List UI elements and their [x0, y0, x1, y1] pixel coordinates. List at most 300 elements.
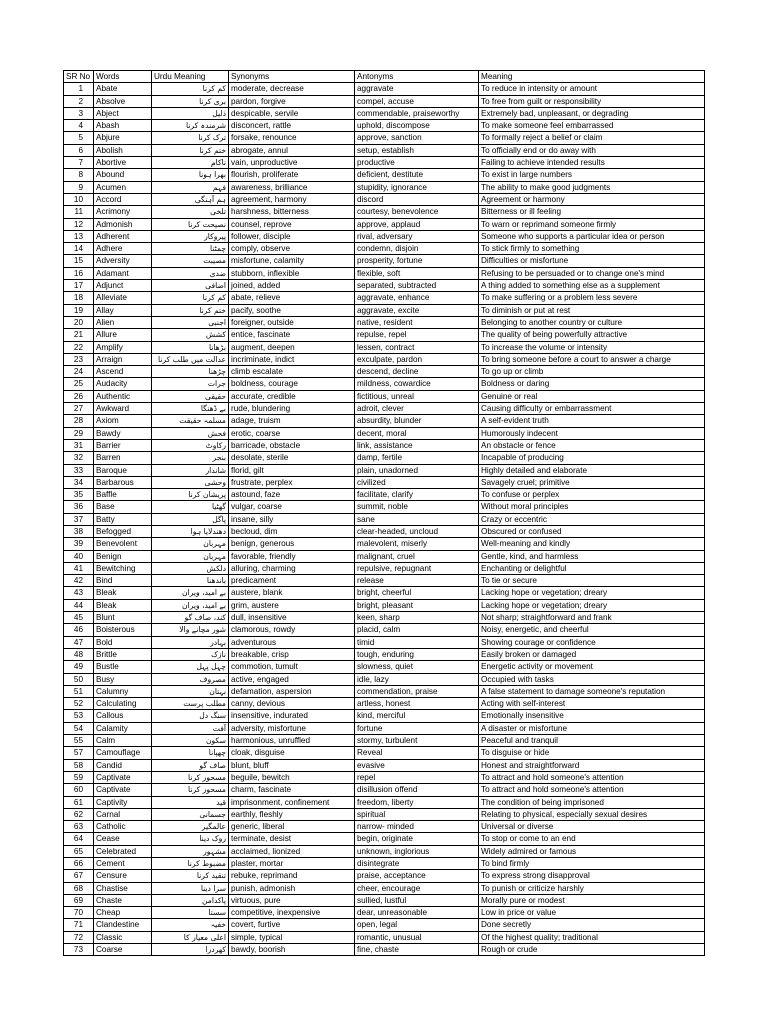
word-cell: Barren: [94, 452, 152, 464]
synonyms-cell: favorable, friendly: [229, 550, 355, 562]
urdu-meaning-cell: پاگل: [152, 513, 229, 525]
word-cell: Allure: [94, 329, 152, 341]
antonyms-cell: setup, establish: [355, 144, 479, 156]
sr-no-cell: 14: [64, 243, 94, 255]
meaning-cell: To attract and hold someone's attention: [479, 784, 705, 796]
sr-no-cell: 65: [64, 845, 94, 857]
meaning-cell: Showing courage or confidence: [479, 636, 705, 648]
sr-no-cell: 58: [64, 759, 94, 771]
urdu-meaning-cell: کھردرا: [152, 944, 229, 956]
word-cell: Acrimony: [94, 206, 152, 218]
urdu-meaning-cell: آفت: [152, 722, 229, 734]
sr-no-cell: 52: [64, 698, 94, 710]
antonyms-cell: placid, calm: [355, 624, 479, 636]
sr-no-cell: 24: [64, 366, 94, 378]
table-row: [64, 919, 705, 931]
synonyms-cell: active, engaged: [229, 673, 355, 685]
antonyms-cell: freedom, liberty: [355, 796, 479, 808]
word-cell: Calumny: [94, 685, 152, 697]
synonyms-cell: alluring, charming: [229, 562, 355, 574]
table-row: [64, 403, 705, 415]
urdu-meaning-cell: مطلب پرست: [152, 698, 229, 710]
sr-no-cell: 42: [64, 575, 94, 587]
sr-no-cell: 29: [64, 427, 94, 439]
synonyms-cell: abrogate, annul: [229, 144, 355, 156]
word-cell: Benevolent: [94, 538, 152, 550]
urdu-meaning-cell: نصیحت کرنا: [152, 218, 229, 230]
urdu-meaning-cell: حقیقی: [152, 390, 229, 402]
urdu-meaning-cell: فحش: [152, 427, 229, 439]
urdu-meaning-cell: تنقید کرنا: [152, 870, 229, 882]
table-row: [64, 353, 705, 365]
word-cell: Adhere: [94, 243, 152, 255]
urdu-meaning-cell: سزا دینا: [152, 882, 229, 894]
meaning-cell: Extremely bad, unpleasant, or degrading: [479, 107, 705, 119]
sr-no-cell: 7: [64, 157, 94, 169]
synonyms-cell: incriminate, indict: [229, 353, 355, 365]
urdu-meaning-cell: مصیبت: [152, 255, 229, 267]
sr-no-cell: 4: [64, 120, 94, 132]
synonyms-cell: disconcert, rattle: [229, 120, 355, 132]
meaning-cell: Difficulties or misfortune: [479, 255, 705, 267]
antonyms-cell: separated, subtracted: [355, 280, 479, 292]
antonyms-cell: bright, cheerful: [355, 587, 479, 599]
synonyms-cell: canny, devious: [229, 698, 355, 710]
meaning-cell: Widely admired or famous: [479, 845, 705, 857]
antonyms-cell: aggravate, enhance: [355, 292, 479, 304]
meaning-cell: An obstacle or fence: [479, 439, 705, 451]
word-cell: Admonish: [94, 218, 152, 230]
urdu-meaning-cell: کم کرنا: [152, 83, 229, 95]
table-row: [64, 107, 705, 119]
urdu-meaning-cell: بہتان: [152, 685, 229, 697]
antonyms-cell: stormy, turbulent: [355, 735, 479, 747]
synonyms-cell: breakable, crisp: [229, 648, 355, 660]
word-cell: Base: [94, 501, 152, 513]
antonyms-cell: artless, honest: [355, 698, 479, 710]
sr-no-cell: 48: [64, 648, 94, 660]
sr-no-cell: 44: [64, 599, 94, 611]
urdu-meaning-cell: مہربان: [152, 550, 229, 562]
synonyms-cell: cloak, disguise: [229, 747, 355, 759]
antonyms-cell: release: [355, 575, 479, 587]
table-row: [64, 858, 705, 870]
synonyms-cell: follower, disciple: [229, 230, 355, 242]
table-row: [64, 538, 705, 550]
urdu-meaning-cell: چہل پہل: [152, 661, 229, 673]
urdu-meaning-cell: چھپانا: [152, 747, 229, 759]
meaning-cell: To stop or come to an end: [479, 833, 705, 845]
meaning-cell: Relating to physical, especially sexual desires: [479, 808, 705, 820]
table-row: [64, 304, 705, 316]
sr-no-cell: 16: [64, 267, 94, 279]
table-row: [64, 415, 705, 427]
sr-no-cell: 71: [64, 919, 94, 931]
antonyms-cell: facilitate, clarify: [355, 489, 479, 501]
sr-no-cell: 54: [64, 722, 94, 734]
urdu-meaning-cell: شور مچانے والا: [152, 624, 229, 636]
synonyms-cell: beguile, bewitch: [229, 771, 355, 783]
urdu-meaning-cell: اضافی: [152, 280, 229, 292]
header-row: [64, 71, 705, 83]
meaning-cell: Obscured or confused: [479, 525, 705, 537]
meaning-cell: Highly detailed and elaborate: [479, 464, 705, 476]
antonyms-cell: fortune: [355, 722, 479, 734]
synonyms-cell: virtuous, pure: [229, 894, 355, 906]
meaning-cell: Bitterness or ill feeling: [479, 206, 705, 218]
antonyms-cell: romantic, unusual: [355, 931, 479, 943]
sr-no-cell: 47: [64, 636, 94, 648]
antonyms-cell: bright, pleasant: [355, 599, 479, 611]
urdu-meaning-cell: شاندار: [152, 464, 229, 476]
antonyms-cell: idle, lazy: [355, 673, 479, 685]
table-row: [64, 612, 705, 624]
meaning-cell: To make suffering or a problem less severe: [479, 292, 705, 304]
word-cell: Abate: [94, 83, 152, 95]
synonyms-cell: commotion, tumult: [229, 661, 355, 673]
synonyms-cell: adversity, misfortune: [229, 722, 355, 734]
urdu-meaning-cell: چمٹنا: [152, 243, 229, 255]
urdu-meaning-cell: سستا: [152, 907, 229, 919]
synonyms-cell: flourish, proliferate: [229, 169, 355, 181]
sr-no-cell: 36: [64, 501, 94, 513]
table-row: [64, 870, 705, 882]
sr-no-cell: 53: [64, 710, 94, 722]
synonyms-cell: generic, liberal: [229, 821, 355, 833]
table-row: [64, 833, 705, 845]
urdu-meaning-cell: گھٹیا: [152, 501, 229, 513]
synonyms-cell: bawdy, boorish: [229, 944, 355, 956]
synonyms-cell: imprisonment, confinement: [229, 796, 355, 808]
antonyms-cell: flexible, soft: [355, 267, 479, 279]
antonyms-cell: dear, unreasonable: [355, 907, 479, 919]
header-antonyms: Antonyms: [355, 71, 479, 83]
meaning-cell: Done secretly: [479, 919, 705, 931]
table-row: [64, 944, 705, 956]
synonyms-cell: rebuke, reprimand: [229, 870, 355, 882]
sr-no-cell: 64: [64, 833, 94, 845]
urdu-meaning-cell: ختم کرنا: [152, 144, 229, 156]
synonyms-cell: simple, typical: [229, 931, 355, 943]
antonyms-cell: tough, enduring: [355, 648, 479, 660]
sr-no-cell: 72: [64, 931, 94, 943]
table-row: [64, 501, 705, 513]
meaning-cell: The condition of being imprisoned: [479, 796, 705, 808]
word-cell: Alien: [94, 316, 152, 328]
word-cell: Befogged: [94, 525, 152, 537]
urdu-meaning-cell: دھندلایا ہوا: [152, 525, 229, 537]
table-row: [64, 525, 705, 537]
table-row: [64, 366, 705, 378]
table-row: [64, 673, 705, 685]
word-cell: Censure: [94, 870, 152, 882]
synonyms-cell: augment, deepen: [229, 341, 355, 353]
meaning-cell: Emotionally insensitive: [479, 710, 705, 722]
meaning-cell: Enchanting or delightful: [479, 562, 705, 574]
table-row: [64, 243, 705, 255]
antonyms-cell: commendable, praiseworthy: [355, 107, 479, 119]
urdu-meaning-cell: عدالت میں طلب کرنا: [152, 353, 229, 365]
urdu-meaning-cell: قید: [152, 796, 229, 808]
word-cell: Alleviate: [94, 292, 152, 304]
urdu-meaning-cell: وحشی: [152, 476, 229, 488]
table-row: [64, 882, 705, 894]
antonyms-cell: native, resident: [355, 316, 479, 328]
sr-no-cell: 3: [64, 107, 94, 119]
synonyms-cell: entice, fascinate: [229, 329, 355, 341]
table-row: [64, 193, 705, 205]
word-cell: Adversity: [94, 255, 152, 267]
sr-no-cell: 27: [64, 403, 94, 415]
word-cell: Cement: [94, 858, 152, 870]
urdu-meaning-cell: مضبوط کرنا: [152, 858, 229, 870]
meaning-cell: Agreement or harmony: [479, 193, 705, 205]
table-row: [64, 267, 705, 279]
meaning-cell: Without moral principles: [479, 501, 705, 513]
word-cell: Bleak: [94, 587, 152, 599]
meaning-cell: Easily broken or damaged: [479, 648, 705, 660]
sr-no-cell: 20: [64, 316, 94, 328]
synonyms-cell: insane, silly: [229, 513, 355, 525]
word-cell: Captivate: [94, 784, 152, 796]
word-cell: Abound: [94, 169, 152, 181]
urdu-meaning-cell: سنگ دل: [152, 710, 229, 722]
sr-no-cell: 49: [64, 661, 94, 673]
synonyms-cell: barricade, obstacle: [229, 439, 355, 451]
sr-no-cell: 69: [64, 894, 94, 906]
table-row: [64, 255, 705, 267]
table-row: [64, 464, 705, 476]
synonyms-cell: foreigner, outside: [229, 316, 355, 328]
antonyms-cell: clear-headed, uncloud: [355, 525, 479, 537]
table-row: [64, 144, 705, 156]
antonyms-cell: productive: [355, 157, 479, 169]
meaning-cell: Someone who supports a particular idea or person: [479, 230, 705, 242]
word-cell: Bleak: [94, 599, 152, 611]
table-row: [64, 821, 705, 833]
sr-no-cell: 8: [64, 169, 94, 181]
urdu-meaning-cell: تلخی: [152, 206, 229, 218]
word-cell: Calculating: [94, 698, 152, 710]
urdu-meaning-cell: باندھنا: [152, 575, 229, 587]
sr-no-cell: 50: [64, 673, 94, 685]
urdu-meaning-cell: پیروکار: [152, 230, 229, 242]
table-row: [64, 316, 705, 328]
word-cell: Classic: [94, 931, 152, 943]
table-row: [64, 513, 705, 525]
word-cell: Accord: [94, 193, 152, 205]
sr-no-cell: 61: [64, 796, 94, 808]
urdu-meaning-cell: کم کرنا: [152, 292, 229, 304]
meaning-cell: To free from guilt or responsibility: [479, 95, 705, 107]
table-row: [64, 685, 705, 697]
sr-no-cell: 59: [64, 771, 94, 783]
synonyms-cell: acclaimed, lionized: [229, 845, 355, 857]
meaning-cell: Occupied with tasks: [479, 673, 705, 685]
sr-no-cell: 19: [64, 304, 94, 316]
synonyms-cell: forsake, renounce: [229, 132, 355, 144]
synonyms-cell: florid, gilt: [229, 464, 355, 476]
header-words: Words: [94, 71, 152, 83]
antonyms-cell: summit, noble: [355, 501, 479, 513]
table-row: [64, 808, 705, 820]
vocabulary-table: [63, 70, 705, 956]
urdu-meaning-cell: جسمانی: [152, 808, 229, 820]
word-cell: Captivate: [94, 771, 152, 783]
sr-no-cell: 57: [64, 747, 94, 759]
urdu-meaning-cell: اجنبی: [152, 316, 229, 328]
synonyms-cell: pacify, soothe: [229, 304, 355, 316]
table-row: [64, 710, 705, 722]
sr-no-cell: 1: [64, 83, 94, 95]
table-row: [64, 698, 705, 710]
word-cell: Carnal: [94, 808, 152, 820]
urdu-meaning-cell: ضدی: [152, 267, 229, 279]
urdu-meaning-cell: ختم کرنا: [152, 304, 229, 316]
meaning-cell: Savagely cruel; primitive: [479, 476, 705, 488]
word-cell: Clandestine: [94, 919, 152, 931]
synonyms-cell: boldness, courage: [229, 378, 355, 390]
table-row: [64, 280, 705, 292]
meaning-cell: To attract and hold someone's attention: [479, 771, 705, 783]
word-cell: Adherent: [94, 230, 152, 242]
sr-no-cell: 11: [64, 206, 94, 218]
sr-no-cell: 31: [64, 439, 94, 451]
meaning-cell: To exist in large numbers: [479, 169, 705, 181]
word-cell: Abortive: [94, 157, 152, 169]
sr-no-cell: 70: [64, 907, 94, 919]
sr-no-cell: 10: [64, 193, 94, 205]
meaning-cell: To diminish or put at rest: [479, 304, 705, 316]
urdu-meaning-cell: ناکام: [152, 157, 229, 169]
antonyms-cell: decent, moral: [355, 427, 479, 439]
antonyms-cell: approve, applaud: [355, 218, 479, 230]
table-body: [64, 83, 705, 956]
word-cell: Ascend: [94, 366, 152, 378]
sr-no-cell: 33: [64, 464, 94, 476]
table-row: [64, 759, 705, 771]
antonyms-cell: descend, decline: [355, 366, 479, 378]
sr-no-cell: 34: [64, 476, 94, 488]
table-row: [64, 83, 705, 95]
meaning-cell: The quality of being powerfully attractive: [479, 329, 705, 341]
table-row: [64, 132, 705, 144]
synonyms-cell: earthly, fleshly: [229, 808, 355, 820]
table-row: [64, 206, 705, 218]
urdu-meaning-cell: بری کرنا: [152, 95, 229, 107]
meaning-cell: Universal or diverse: [479, 821, 705, 833]
synonyms-cell: austere, blank: [229, 587, 355, 599]
synonyms-cell: punish, admonish: [229, 882, 355, 894]
word-cell: Abolish: [94, 144, 152, 156]
sr-no-cell: 25: [64, 378, 94, 390]
meaning-cell: To increase the volume or intensity: [479, 341, 705, 353]
antonyms-cell: commendation, praise: [355, 685, 479, 697]
word-cell: Busy: [94, 673, 152, 685]
header-synonyms: Synonyms: [229, 71, 355, 83]
meaning-cell: Boldness or daring: [479, 378, 705, 390]
synonyms-cell: predicament: [229, 575, 355, 587]
synonyms-cell: despicable, servile: [229, 107, 355, 119]
antonyms-cell: open, legal: [355, 919, 479, 931]
meaning-cell: To express strong disapproval: [479, 870, 705, 882]
sr-no-cell: 12: [64, 218, 94, 230]
antonyms-cell: slowness, quiet: [355, 661, 479, 673]
urdu-meaning-cell: کشش: [152, 329, 229, 341]
antonyms-cell: rival, adversary: [355, 230, 479, 242]
sr-no-cell: 41: [64, 562, 94, 574]
urdu-meaning-cell: شرمندہ کرنا: [152, 120, 229, 132]
meaning-cell: To confuse or perplex: [479, 489, 705, 501]
sr-no-cell: 22: [64, 341, 94, 353]
antonyms-cell: sullied, lustful: [355, 894, 479, 906]
sr-no-cell: 40: [64, 550, 94, 562]
word-cell: Chaste: [94, 894, 152, 906]
urdu-meaning-cell: چڑھنا: [152, 366, 229, 378]
word-cell: Bind: [94, 575, 152, 587]
synonyms-cell: benign, generous: [229, 538, 355, 550]
antonyms-cell: stupidity, ignorance: [355, 181, 479, 193]
sr-no-cell: 62: [64, 808, 94, 820]
meaning-cell: Failing to achieve intended results: [479, 157, 705, 169]
synonyms-cell: vain, unproductive: [229, 157, 355, 169]
word-cell: Coarse: [94, 944, 152, 956]
meaning-cell: To stick firmly to something: [479, 243, 705, 255]
word-cell: Bustle: [94, 661, 152, 673]
meaning-cell: A disaster or misfortune: [479, 722, 705, 734]
table-row: [64, 230, 705, 242]
antonyms-cell: kind, merciful: [355, 710, 479, 722]
urdu-meaning-cell: جرات: [152, 378, 229, 390]
synonyms-cell: frustrate, perplex: [229, 476, 355, 488]
sr-no-cell: 28: [64, 415, 94, 427]
table-row: [64, 562, 705, 574]
antonyms-cell: repulse, repel: [355, 329, 479, 341]
antonyms-cell: repel: [355, 771, 479, 783]
meaning-cell: A thing added to something else as a supplement: [479, 280, 705, 292]
table-row: [64, 476, 705, 488]
synonyms-cell: plaster, mortar: [229, 858, 355, 870]
meaning-cell: Causing difficulty or embarrassment: [479, 403, 705, 415]
header-meaning: Meaning: [479, 71, 705, 83]
word-cell: Barbarous: [94, 476, 152, 488]
table-row: [64, 489, 705, 501]
synonyms-cell: harmonious, unruffled: [229, 735, 355, 747]
word-cell: Bewitching: [94, 562, 152, 574]
synonyms-cell: rude, blundering: [229, 403, 355, 415]
word-cell: Brittle: [94, 648, 152, 660]
sr-no-cell: 68: [64, 882, 94, 894]
word-cell: Benign: [94, 550, 152, 562]
urdu-meaning-cell: روک دینا: [152, 833, 229, 845]
word-cell: Cheap: [94, 907, 152, 919]
urdu-meaning-cell: ذلیل: [152, 107, 229, 119]
synonyms-cell: erotic, coarse: [229, 427, 355, 439]
sr-no-cell: 26: [64, 390, 94, 402]
table-row: [64, 439, 705, 451]
antonyms-cell: fine, chaste: [355, 944, 479, 956]
meaning-cell: Humorously indecent: [479, 427, 705, 439]
urdu-meaning-cell: بے امید، ویران: [152, 587, 229, 599]
synonyms-cell: joined, added: [229, 280, 355, 292]
synonyms-cell: counsel, reprove: [229, 218, 355, 230]
table-row: [64, 845, 705, 857]
urdu-meaning-cell: بڑھانا: [152, 341, 229, 353]
table-row: [64, 931, 705, 943]
antonyms-cell: unknown, inglorious: [355, 845, 479, 857]
sr-no-cell: 6: [64, 144, 94, 156]
table-row: [64, 452, 705, 464]
